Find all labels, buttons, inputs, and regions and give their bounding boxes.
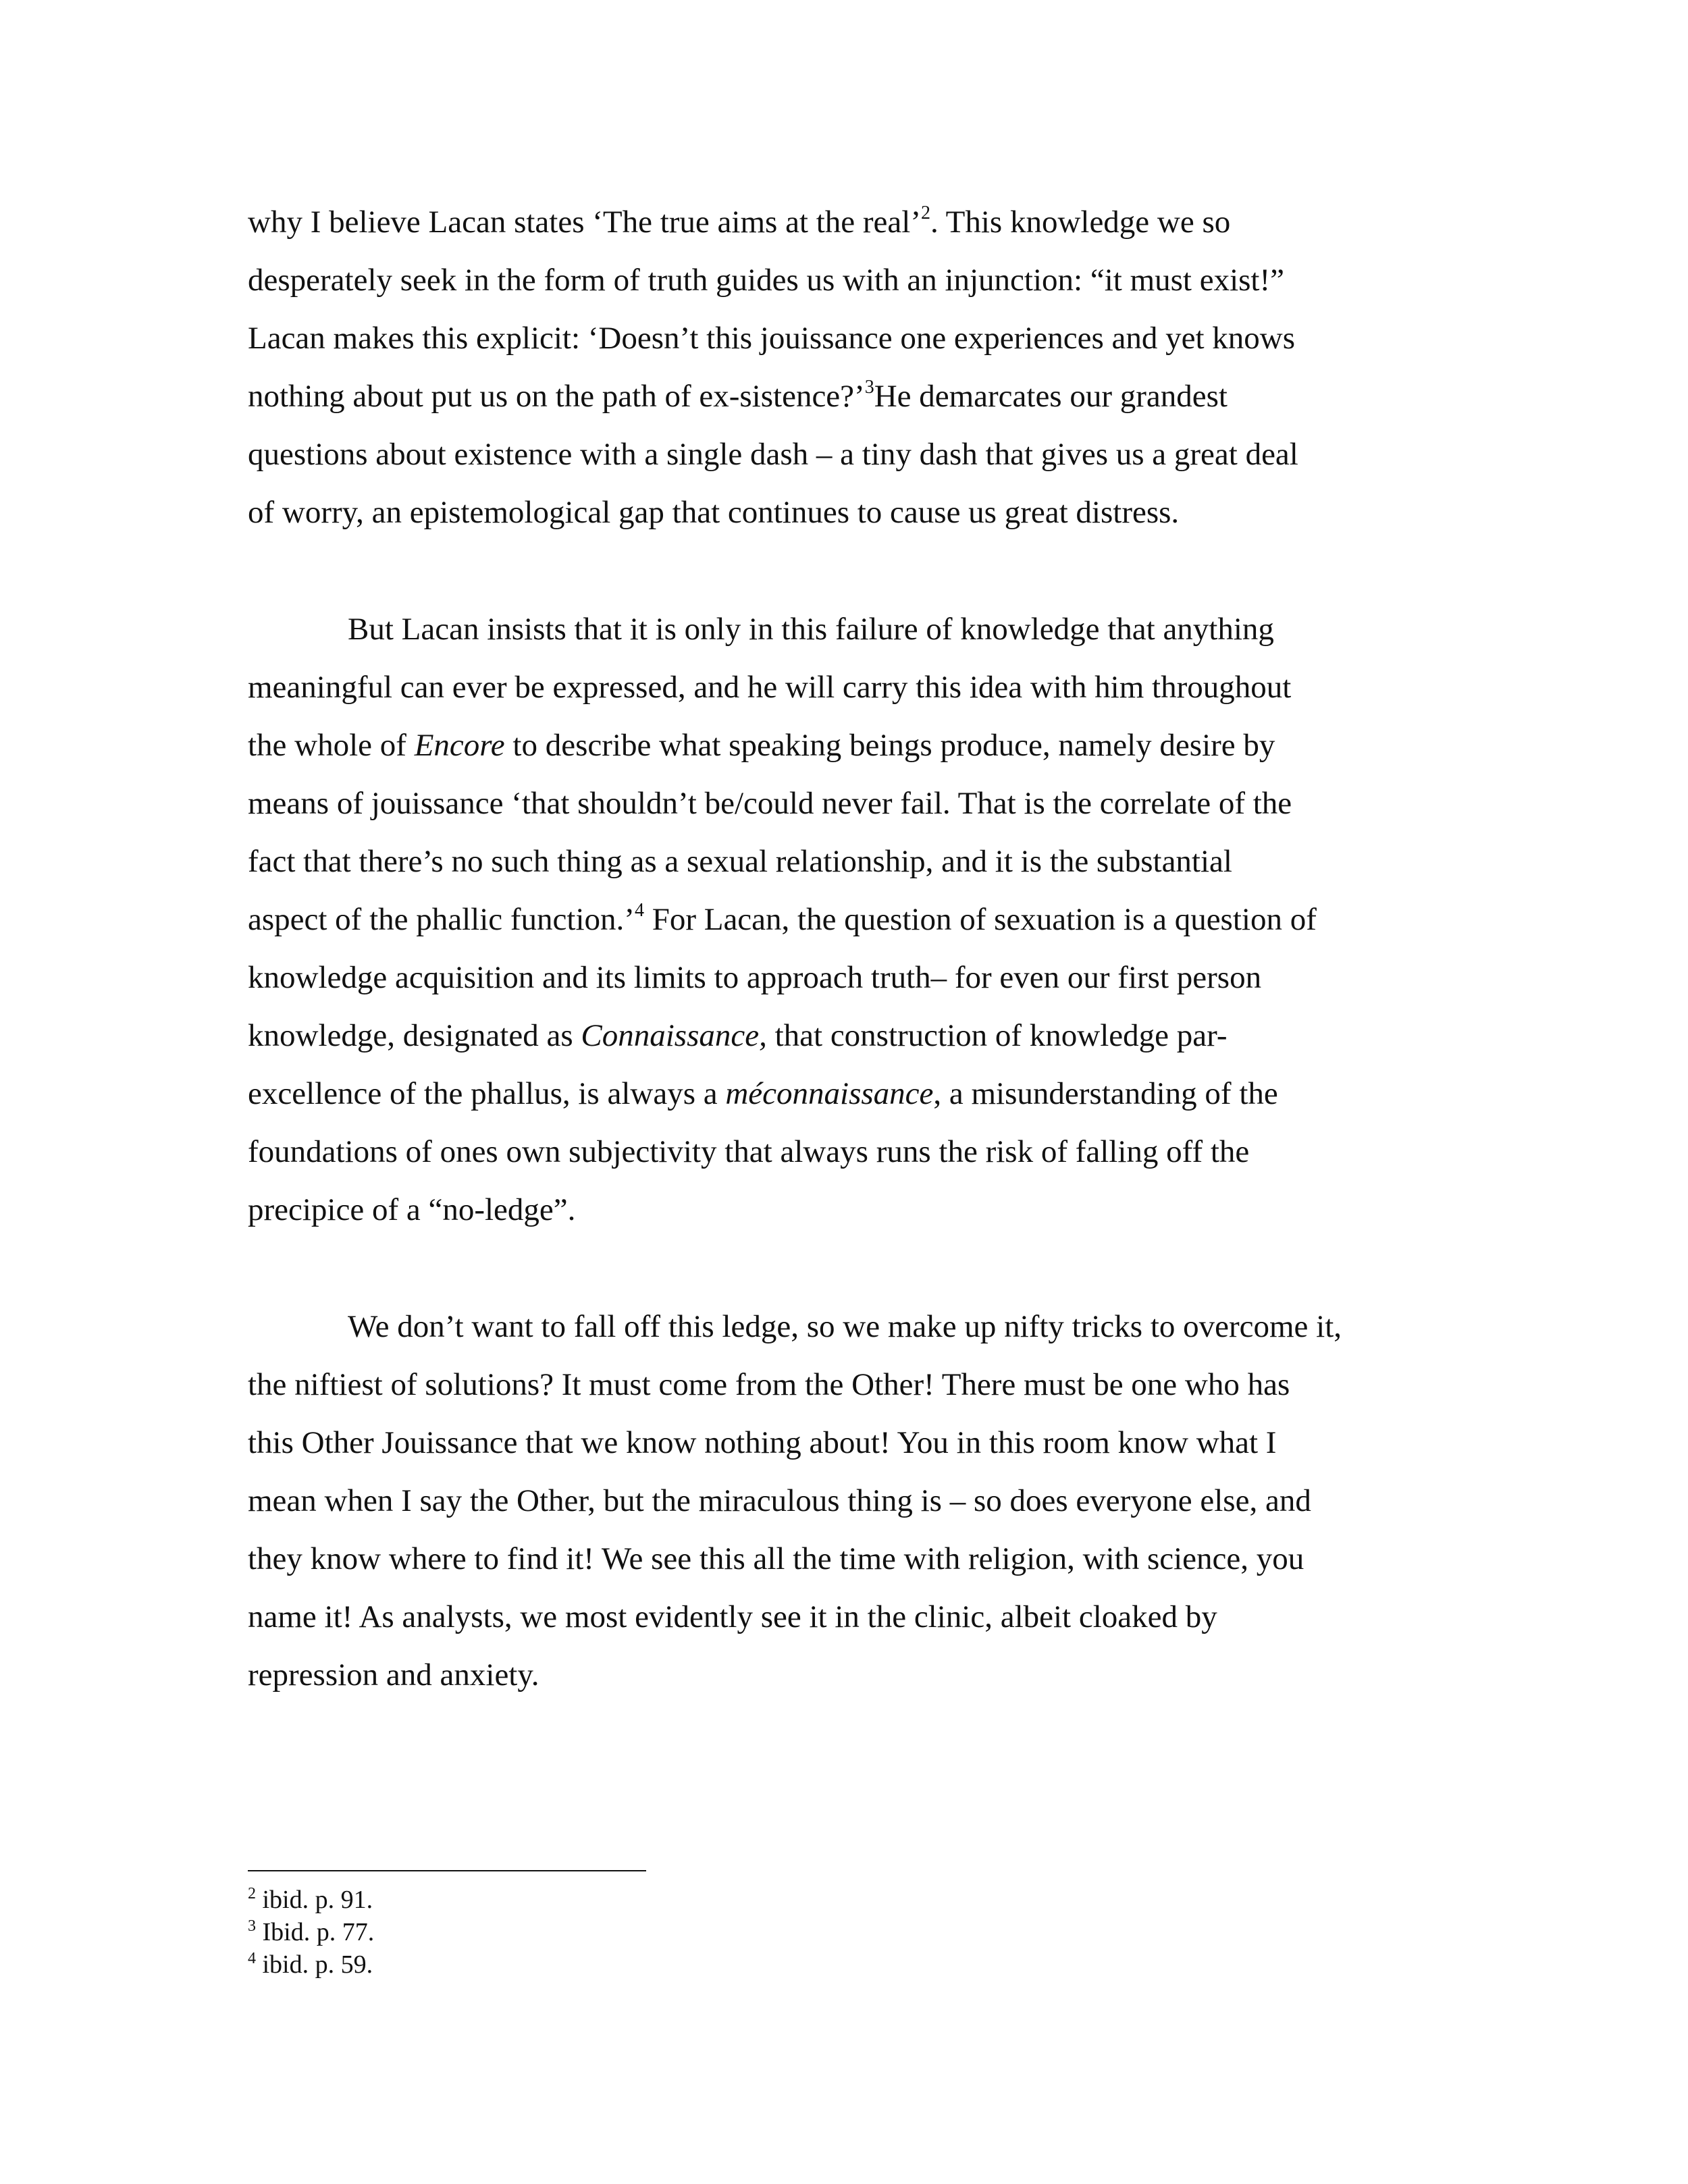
text-line bbox=[248, 1065, 1443, 1123]
text-segment: why I believe Lacan states ‘The true aims at the real’ bbox=[248, 205, 921, 240]
text-segment: of worry, an epistemological gap that continues to cause us great distress. bbox=[248, 495, 1180, 530]
text-segment: He demarcates our grandest bbox=[874, 379, 1228, 414]
text-line bbox=[248, 1414, 1443, 1472]
paragraph-2 bbox=[248, 600, 1443, 1239]
text-segment: excellence of the phallus, is always a bbox=[248, 1076, 726, 1111]
text-segment: precipice of a “no-ledge”. bbox=[248, 1192, 576, 1227]
text-line bbox=[248, 774, 1443, 832]
text-segment: nothing about put us on the path of ex-sistence?’ bbox=[248, 379, 865, 414]
text-segment: the niftiest of solutions? It must come from the Other! There must be one who has bbox=[248, 1367, 1290, 1402]
text-line bbox=[248, 949, 1443, 1007]
footnote-reference: 3 bbox=[864, 377, 874, 398]
paragraph-1 bbox=[248, 193, 1443, 541]
text-line bbox=[248, 309, 1443, 367]
text-segment: aspect of the phallic function.’ bbox=[248, 902, 635, 937]
paragraph-3 bbox=[248, 1298, 1443, 1704]
text-line bbox=[248, 658, 1443, 716]
text-segment: they know where to find it! We see this all the time with religion, with science, you bbox=[248, 1541, 1304, 1576]
footnote-4 bbox=[248, 1948, 374, 1981]
text-line bbox=[248, 832, 1443, 890]
text-line bbox=[248, 1588, 1443, 1646]
text-line bbox=[248, 367, 1443, 425]
footnote-2 bbox=[248, 1884, 374, 1916]
italic-term: méconnaissance bbox=[725, 1076, 934, 1111]
text-line bbox=[248, 1472, 1443, 1530]
text-segment: that construction of knowledge par- bbox=[766, 1018, 1228, 1053]
text-line bbox=[248, 890, 1443, 949]
text-segment: knowledge acquisition and its limits to approach truth– for even our first person bbox=[248, 960, 1262, 995]
footnote-number: 3 bbox=[248, 1917, 256, 1935]
text-segment: fact that there’s no such thing as a sexual relationship, and it is the substantial bbox=[248, 844, 1232, 879]
text-line bbox=[248, 1646, 1443, 1704]
text-segment: mean when I say the Other, but the miraculous thing is – so does everyone else, and bbox=[248, 1483, 1311, 1518]
footnote-3 bbox=[248, 1916, 374, 1948]
text-line bbox=[248, 1181, 1443, 1239]
text-line bbox=[248, 1530, 1443, 1588]
text-line bbox=[248, 1007, 1443, 1065]
text-segment: foundations of ones own subjectivity that always runs the risk of falling off the bbox=[248, 1134, 1250, 1169]
text-segment: desperately seek in the form of truth guides us with an injunction: “it must exist!” bbox=[248, 263, 1285, 298]
footnote-reference: 2 bbox=[920, 203, 930, 223]
text-segment: this Other Jouissance that we know nothing about! You in this room know what I bbox=[248, 1425, 1277, 1460]
footnote-separator bbox=[248, 1870, 646, 1871]
text-segment: Lacan makes this explicit: ‘Doesn’t this jouissance one experiences and yet knows bbox=[248, 321, 1295, 356]
text-segment: questions about existence with a single dash – a tiny dash that gives us a great deal bbox=[248, 437, 1298, 472]
text-segment: name it! As analysts, we most evidently see it in the clinic, albeit cloaked by bbox=[248, 1599, 1217, 1634]
text-segment: repression and anxiety. bbox=[248, 1657, 539, 1693]
text-segment: . This knowledge we so bbox=[930, 205, 1231, 240]
text-line bbox=[248, 483, 1443, 541]
text-segment: means of jouissance ‘that shouldn’t be/could never fail. That is the correlate of the bbox=[248, 786, 1292, 821]
footnotes bbox=[248, 1884, 374, 1981]
text-segment: knowledge, designated as bbox=[248, 1018, 581, 1053]
text-segment: meaningful can ever be expressed, and he will carry this idea with him throughout bbox=[248, 670, 1292, 705]
text-line bbox=[248, 193, 1443, 251]
text-segment: the whole of bbox=[248, 728, 415, 763]
footnote-number: 2 bbox=[248, 1885, 256, 1902]
text-segment: For Lacan, the question of sexuation is a question of bbox=[643, 902, 1317, 937]
italic-term: Connaissance, bbox=[581, 1018, 767, 1053]
text-line bbox=[248, 1298, 1443, 1356]
text-segment: We don’t want to fall off this ledge, so we make up nifty tricks to overcome it, bbox=[348, 1309, 1342, 1344]
text-line bbox=[248, 1356, 1443, 1414]
footnote-text: Ibid. p. 77. bbox=[256, 1918, 375, 1946]
footnote-number: 4 bbox=[248, 1950, 256, 1967]
text-line bbox=[248, 716, 1443, 774]
text-segment: , a misunderstanding of the bbox=[933, 1076, 1278, 1111]
text-segment: to describe what speaking beings produce, namely desire by bbox=[504, 728, 1275, 763]
text-line bbox=[248, 251, 1443, 309]
text-line bbox=[248, 425, 1443, 483]
footnote-text: ibid. p. 59. bbox=[256, 1950, 373, 1979]
text-line bbox=[248, 1123, 1443, 1181]
italic-term: Encore bbox=[414, 728, 505, 763]
footnote-reference: 4 bbox=[634, 900, 644, 921]
text-segment: But Lacan insists that it is only in this failure of knowledge that anything bbox=[348, 612, 1274, 647]
footnote-text: ibid. p. 91. bbox=[256, 1886, 373, 1914]
text-line bbox=[248, 600, 1443, 658]
